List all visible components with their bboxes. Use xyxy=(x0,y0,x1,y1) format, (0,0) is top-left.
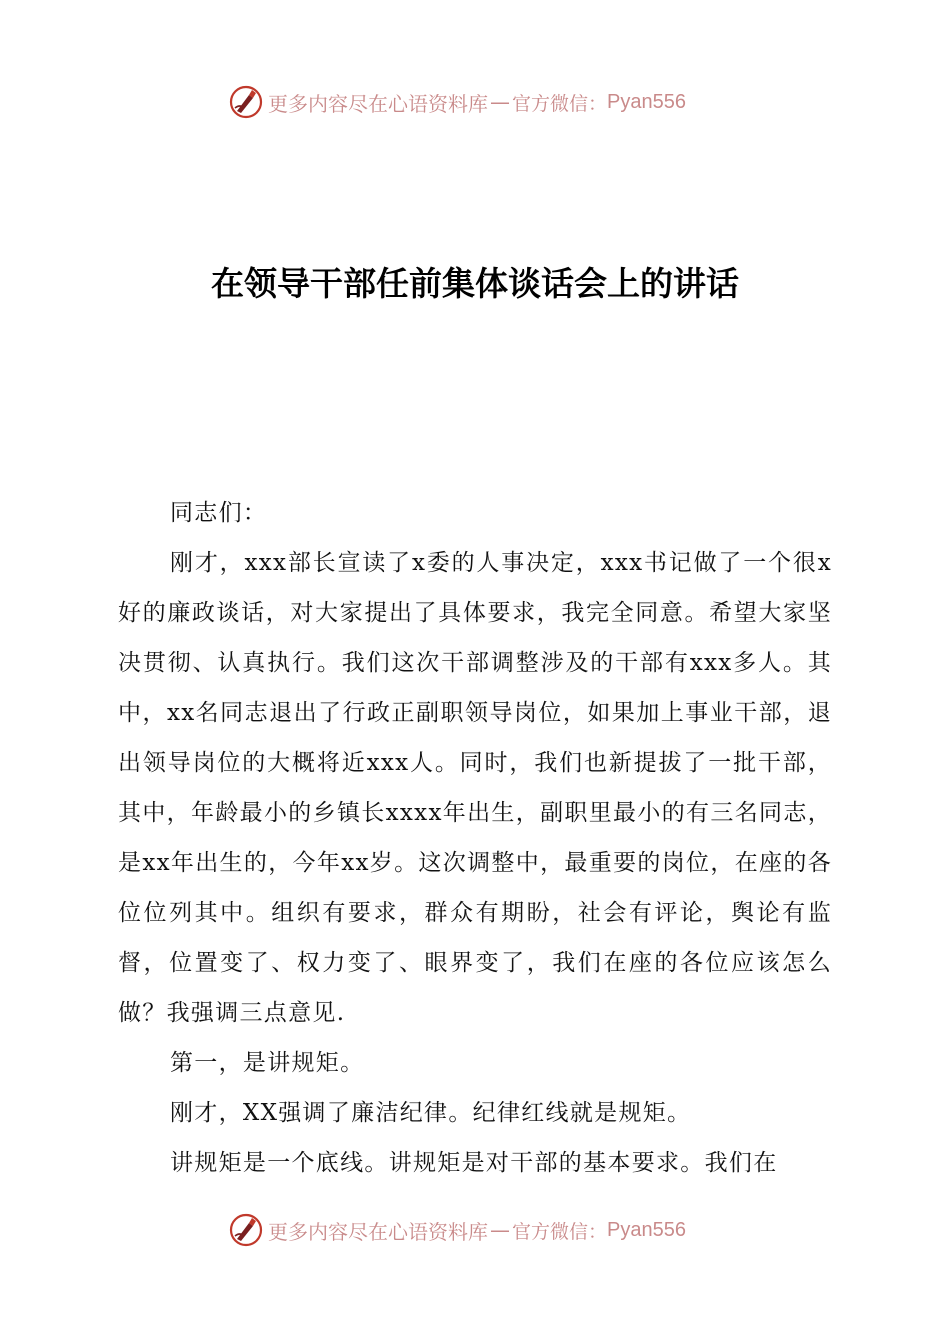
banner-wechat-label: 官方微信： xyxy=(512,1220,608,1243)
paragraph: 刚才，xxx部长宣读了x委的人事决定，xxx书记做了一个很x好的廉政谈话，对大家提出了具体要求，我完全同意。希望大家坚决贯彻、认真执行。我们这次干部调整涉及的干部有xxx多人。其中，xx名同志退出了行政正副职领导岗位，如果加上事业干部，退出领导岗位的大概将近xxx人。同时，我们也新提拔了一批干部，其中，年龄最小的乡镇长xxxx年出生，副职里最小的有三名同志，是xx年出生的，今年xx岁。这次调整中，最重要的岗位，在座的各位位列其中。组织有要求，群众有期盼，社会有评论，舆论有监督，位置变了、权力变了、眼界变了，我们在座的各位应该怎么做？我强调三点意见. xyxy=(118,550,832,1026)
banner-wechat-id: Pyan556 xyxy=(607,90,686,113)
footer-banner xyxy=(228,1210,686,1250)
banner-wechat-label: 官方微信： xyxy=(512,92,608,115)
banner-dash: — xyxy=(490,90,510,114)
banner-dash: — xyxy=(490,1218,510,1242)
banner-text: 更多内容尽在心语资料库 xyxy=(268,91,488,116)
document-body xyxy=(118,488,832,1188)
document-title: 在领导干部任前集体谈话会上的讲话 xyxy=(211,264,739,303)
banner-wechat-id: Pyan556 xyxy=(607,1218,686,1241)
paragraph: 刚才，XX强调了廉洁纪律。纪律红线就是规矩。 xyxy=(170,1100,692,1126)
pen-nib-logo-icon xyxy=(228,1212,264,1248)
paragraph: 讲规矩是一个底线。讲规矩是对干部的基本要求。我们在 xyxy=(170,1150,778,1176)
header-banner xyxy=(228,82,686,122)
pen-nib-logo-icon xyxy=(228,84,264,120)
paragraph: 同志们： xyxy=(170,500,268,526)
banner-text: 更多内容尽在心语资料库 xyxy=(268,1219,488,1244)
paragraph: 第一，是讲规矩。 xyxy=(170,1050,365,1076)
